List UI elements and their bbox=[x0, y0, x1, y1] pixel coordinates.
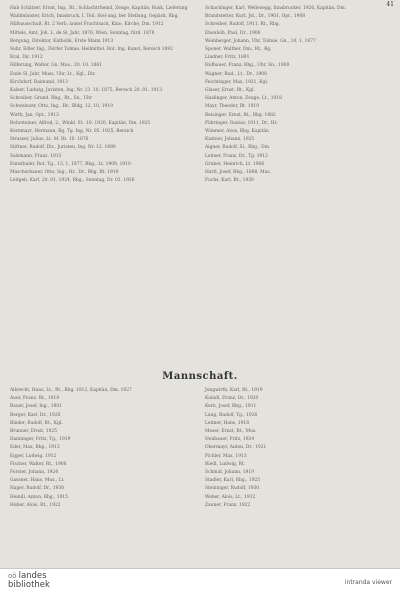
bottom-left-column bbox=[10, 388, 193, 511]
register-entry: Hilfsausschuß, Rt. 2 Verb. lautet Frachtsack, Kino, Kirche, Dm. 1912 bbox=[10, 22, 164, 28]
register-entry: Albrecht, Hans, Lt., Rt., Rbg. 1912, Kapitän, Dm. 1927 bbox=[10, 388, 132, 393]
register-entry: Bauer, Josef, Ing., 1901 bbox=[10, 404, 62, 410]
page-number: 41 bbox=[386, 1, 394, 8]
register-entry: Forster, Johann, 1924 bbox=[10, 470, 59, 476]
register-entry: Riedl, Ludwig, Rt. bbox=[205, 461, 246, 467]
register-entry: Ende Sl. Jahr, Muss, Uhr, Lt., Kgl., Dir. bbox=[10, 71, 96, 77]
register-entry: Binder, Rudolf, Rt., Kgl. bbox=[10, 420, 63, 426]
register-entry: Schreiber, Grund. Rbg., Rt., Sn., Uhr bbox=[10, 96, 93, 102]
register-entry: Kern, Josef, Rbg., 1911 bbox=[205, 404, 257, 410]
register-entry: Brunner, Ernst, 1925 bbox=[10, 429, 57, 435]
register-entry: Leitgeb, Karl, 20. 01. 1924, Rbg., Sonntag, Dr. 02. 1926 bbox=[10, 178, 135, 184]
register-entry: Jungwirth, Karl, Rt., 1919 bbox=[205, 388, 263, 393]
register-entry: Hilferung, Walter, Gn. Mus., 20. 10. 1861 bbox=[10, 63, 102, 69]
register-entry: Berger, Karl, Dr., 1920 bbox=[10, 412, 61, 418]
register-entry: Rohrsteiner, Alfred, 2., Winkl. 01. 10. 1920, Kapitän, Dm. 1925 bbox=[10, 120, 151, 126]
viewer-name: intranda viewer bbox=[344, 579, 392, 586]
register-entry: Hager, Rudolf, Dr., 1930 bbox=[10, 486, 65, 492]
register-entry: Mascherbauer, Otto, Ing., Hr., Dr., Rbg. Rt. 1919 bbox=[10, 170, 119, 176]
register-entry: Egger, Ludwig, 1912 bbox=[10, 453, 57, 459]
register-entry: Kernmayr, Hermann, Bg. Tg. Ing. Nr. 05. 1925, Bereich bbox=[10, 129, 134, 135]
register-entry: Eder, Max, Rbg., 1913 bbox=[10, 445, 60, 451]
register-entry: Suhr, Edler Ing., Dörfer Tolmie, Heilmittel, Rot. Ing. Kunst, Bereich 1892 bbox=[10, 47, 173, 53]
register-entry: Mittels, Amt, Joh. L. de Sl. Jahr, 1876, Wien, Sonntag, fürd. 1878 bbox=[10, 30, 155, 36]
register-entry: Kalser, Ludwig, Juristen, Ing. Nr. 13. 10. 1875, Bereich 20. 01. 1913 bbox=[10, 88, 162, 94]
register-entry: Schreiber, Rudolf, 1911, Rt., Rbg. bbox=[205, 22, 281, 28]
register-entry: Steininger, Rudolf, 1930 bbox=[205, 486, 260, 492]
register-entry: Zauner, Franz, 1922 bbox=[205, 502, 251, 508]
register-entry: Lang, Rudolf, Tg., 1926 bbox=[205, 412, 258, 418]
register-entry: Weinberger, Johann, Uhr, Tolmie, Gn., 10, 1, 1877 bbox=[205, 38, 316, 44]
register-entry: Fuchs, Karl, Rt., 1930 bbox=[205, 178, 254, 184]
register-entry: Huber, Alois, Rt., 1922 bbox=[10, 502, 61, 508]
top-left-column bbox=[10, 6, 193, 186]
register-entry: Hartl, Josef, Rbg., 1888, Mus. bbox=[205, 170, 272, 176]
register-entry: Ebenhöh, Paul, Dr., 1900 bbox=[205, 30, 261, 36]
register-entry: Weber, Alois, Lt., 1912 bbox=[205, 494, 256, 500]
register-entry: Leitner, Hans, 1918 bbox=[205, 420, 250, 426]
register-entry: Kaindl, Franz, Dr., 1920 bbox=[205, 396, 259, 402]
register-entry: Neubauer, Fritz, 1924 bbox=[205, 437, 255, 443]
register-entry: Schmid, Johann, 1919 bbox=[205, 470, 254, 476]
register-entry: Schweinzer, Otto, Ing., Hr., Bldg. 12, 10, 1919 bbox=[10, 104, 113, 110]
register-entry: Mayr, Theodor, Rt. 1919 bbox=[205, 104, 259, 110]
viewer-footer-bar bbox=[0, 568, 400, 597]
register-entry: Aigner, Rudolf, Sl., Rbg., Dm. bbox=[205, 145, 271, 151]
register-entry: Obermayr, Anton, Dr., 1921 bbox=[205, 445, 267, 451]
register-entry: Pichler, Max, 1913 bbox=[205, 453, 247, 459]
register-entry: Danninger, Fritz, Tg., 1919 bbox=[10, 437, 71, 443]
register-entry: Haslinger, Anton, Zeuge, Lt., 1918 bbox=[205, 96, 282, 102]
register-entry: Feichtinger, Max, 1921, Kgl. bbox=[205, 79, 269, 85]
section-heading: Mannschaft. bbox=[162, 371, 238, 382]
register-entry: Lindner, Fritz, 1891 bbox=[205, 55, 250, 61]
register-entry: Gassner, Hans, Mus., Lt. bbox=[10, 478, 65, 484]
top-right-column bbox=[205, 6, 388, 186]
register-entry: Hab Schätzer, Ernst, Ing., Rt., Schlachtrhemd, Zeuge, Kapitän, Rusk, Lieferung bbox=[10, 6, 188, 11]
register-entry: Schachinger, Karl, Wellenegg, Innsbrucker, 1926, Kapitän, Dm. bbox=[205, 6, 347, 11]
register-entry: Waldmünster, Erich, Innsbruck, I. Teil, Stel-ung, ber Stellung, Gepäck, Rbg. bbox=[10, 14, 179, 20]
register-entry: Gruber, Heinrich, Lt. 1906 bbox=[205, 161, 265, 167]
register-entry: Ennsthaler, Rot. Tg., 13, 1, 1877, Rbg., Lt. 1909, 1910 bbox=[10, 161, 131, 167]
bottom-right-column bbox=[205, 388, 388, 511]
register-entry: Kral, Dir. 1912 bbox=[10, 55, 43, 61]
register-entry: Kirchdorf, Raimund, 1913 bbox=[10, 79, 68, 85]
logo-prefix: oö bbox=[8, 572, 17, 580]
register-entry: Wagner, Rud., Lt., Dr., 1908 bbox=[205, 71, 267, 77]
logo-line-2: bibliothek bbox=[8, 580, 50, 590]
register-entry: Fischer, Walter, Rt., 1908 bbox=[10, 461, 67, 467]
register-entry: Moser, Ernst, Rt., Mus. bbox=[205, 429, 257, 435]
register-entry: Auer, Franz, Rt., 1918 bbox=[10, 396, 60, 402]
register-entry: Heindl, Anton, Rbg., 1915 bbox=[10, 494, 68, 500]
register-entry: Bergung, Direktor, Katholik, Erste Mann 1913 bbox=[10, 38, 114, 44]
register-entry: Wirth, Jan, Opt., 1913 bbox=[10, 112, 59, 118]
register-entry: Reisinger, Ernst, Rt., Rbg. 1882 bbox=[205, 112, 276, 118]
register-entry: Glaser, Ernst, Rt., Kgl. bbox=[205, 88, 255, 94]
register-entry: Lehner, Franz, Dr., Tg. 1912 bbox=[205, 153, 268, 159]
register-entry: Stadler, Karl, Rbg., 1925 bbox=[205, 478, 261, 484]
register-entry: Salzmann, Franz, 1913 bbox=[10, 153, 62, 159]
register-entry: Strasser, Julius, Lt. M. Rt. 10. 1876 bbox=[10, 137, 89, 143]
register-entry: Brandstetter, Kurt, Jst., Dr., 1901, Opr., 1908 bbox=[205, 14, 306, 20]
register-entry: Kastner, Johann, 1925 bbox=[205, 137, 255, 143]
register-entry: Pühringer, Gustav, 1911, Dr., Hr. bbox=[205, 120, 278, 126]
register-entry: Stiftner, Rudolf, Dir., Juristen, Ing. Nr. 12. 1880 bbox=[10, 145, 116, 151]
register-entry: Sponer, Walther, Dm., Rt., Bg. bbox=[205, 47, 272, 53]
logo-line-1: landes bbox=[18, 571, 47, 581]
library-logo[interactable] bbox=[8, 572, 50, 590]
register-entry: Hofbauer, Franz, Rbg., Uhr, Sn., 1900 bbox=[205, 63, 290, 69]
register-entry: Wimmer, Alois, Rbg. Kapitän bbox=[205, 129, 269, 135]
